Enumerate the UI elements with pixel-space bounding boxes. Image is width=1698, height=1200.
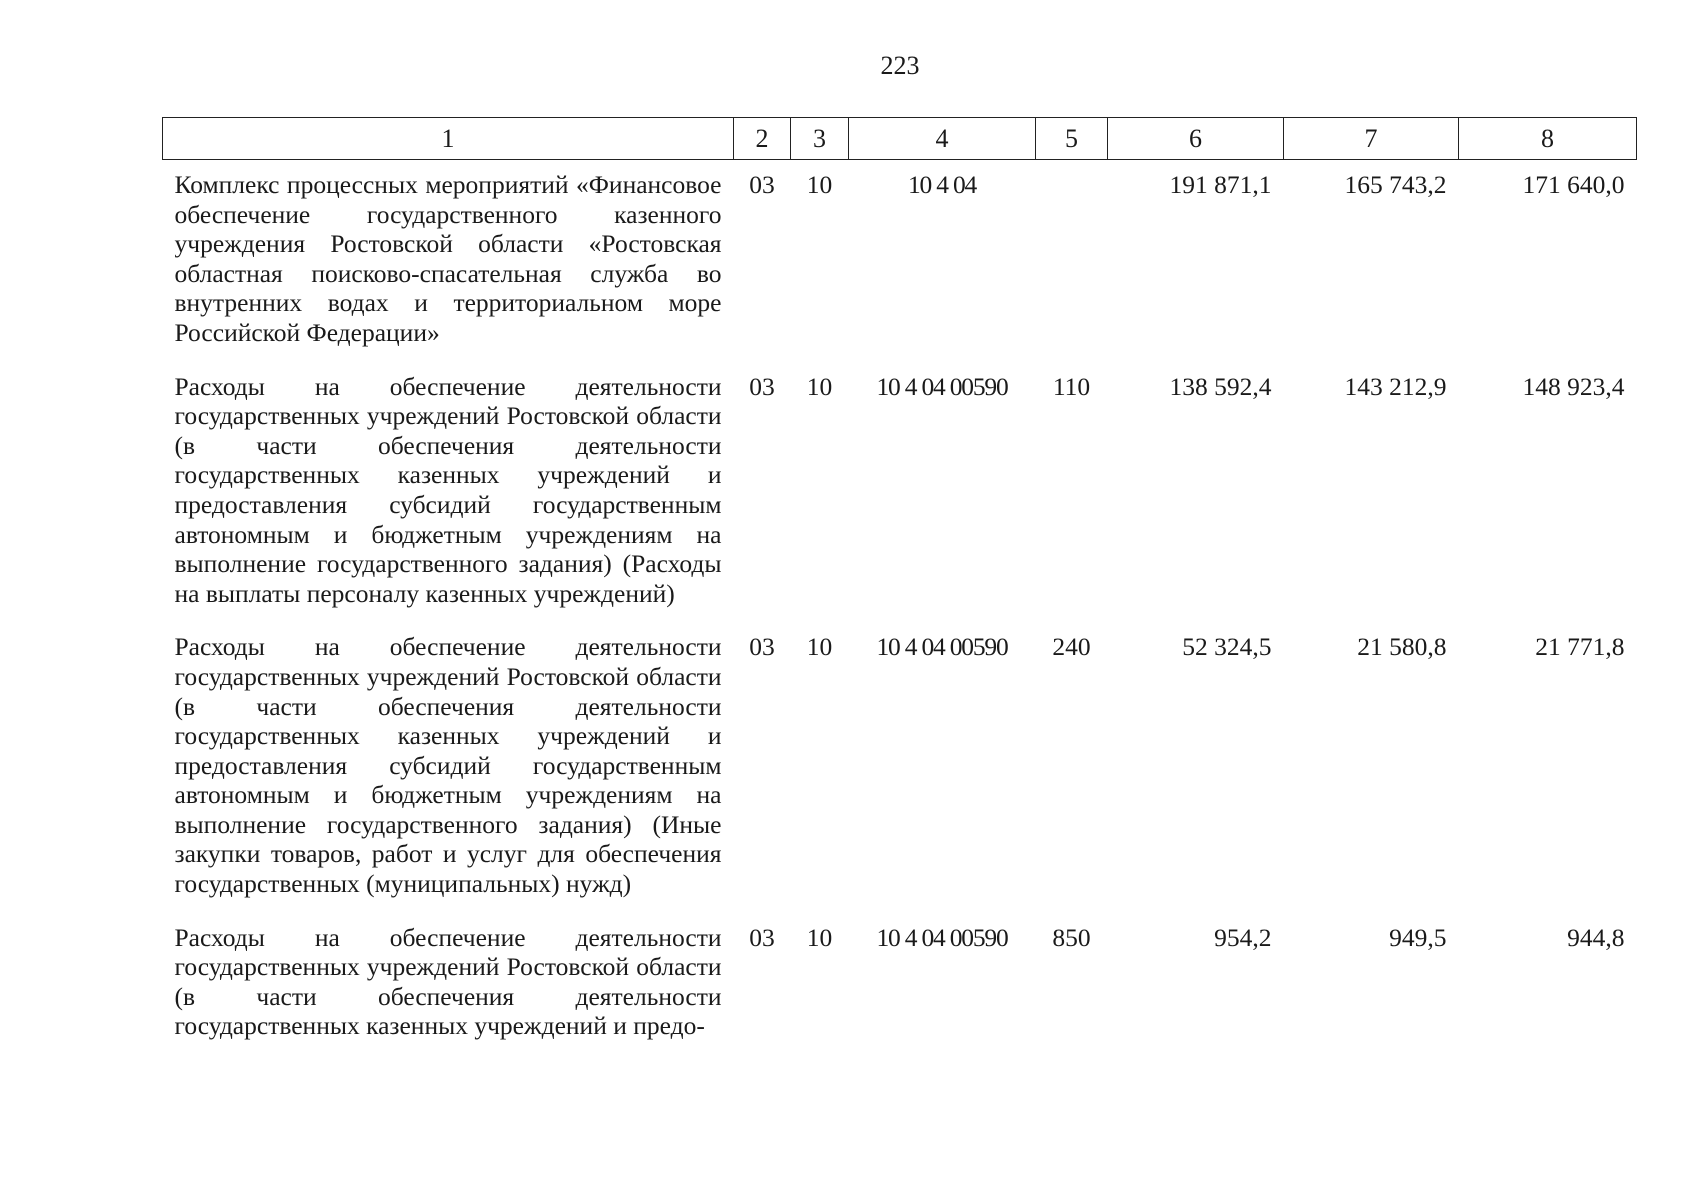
column-header-8: 8 xyxy=(1459,118,1637,160)
row-value-7-cell: 165 743,2 xyxy=(1344,170,1447,199)
row-section-cell: 03 xyxy=(749,632,775,662)
row-expense-type-cell xyxy=(1036,160,1108,362)
row-subsection-cell: 10 xyxy=(806,371,833,401)
column-header-4: 4 xyxy=(849,118,1036,160)
row-target-code-cell: 10 4 04 00590 xyxy=(876,632,1008,662)
page-number: 223 xyxy=(880,51,920,80)
row-subsection-cell: 10 xyxy=(806,632,833,662)
row-subsection-cell: 10 xyxy=(806,170,833,199)
row-subsection-cell: 10 xyxy=(806,922,833,952)
row-value-8-cell: 171 640,0 xyxy=(1522,170,1625,199)
column-header-3: 3 xyxy=(791,118,849,160)
row-value-7-cell: 949,5 xyxy=(1389,922,1447,952)
row-expense-type-cell: 110 xyxy=(1052,371,1091,401)
row-name-cell: Комплекс процессных мероприятий «Финансовое обеспечение государственного казенного учреждения Ростовской области «Ростовская областная поисково-спасательная служба во внутренних водах и территориальном море Российской Федерации» xyxy=(174,170,722,347)
table-row xyxy=(163,362,1637,623)
row-value-6-cell: 191 871,1 xyxy=(1169,170,1272,199)
row-name-cell: Расходы на обеспечение деятельности государственных учреждений Ростовской области (в части обеспечения деятельности государственных казенных учреждений и предоставления субсидий государственным автономным и бюджетным учреждениям на выполнение государственного задания) (Иные закупки товаров, работ и услуг для обеспечения государственных (муниципальных) нужд) xyxy=(174,632,722,899)
row-value-8-cell: 148 923,4 xyxy=(1522,371,1625,401)
row-target-code-cell: 10 4 04 xyxy=(907,170,977,199)
table-header-row xyxy=(163,118,1637,160)
table-row xyxy=(163,913,1637,1055)
row-value-7-cell: 21 580,8 xyxy=(1357,632,1447,662)
row-value-7-cell: 143 212,9 xyxy=(1344,371,1447,401)
table-row xyxy=(163,160,1637,362)
column-header-5: 5 xyxy=(1036,118,1108,160)
row-value-6-cell: 138 592,4 xyxy=(1169,371,1272,401)
row-section-cell: 03 xyxy=(749,170,775,199)
column-header-1: 1 xyxy=(163,118,734,160)
row-value-8-cell: 944,8 xyxy=(1567,922,1625,952)
row-section-cell: 03 xyxy=(749,371,775,401)
budget-table xyxy=(162,117,1637,1055)
column-header-7: 7 xyxy=(1284,118,1459,160)
row-name-cell: Расходы на обеспечение деятельности государственных учреждений Ростовской области (в части обеспечения деятельности государственных казенных учреждений и предо- xyxy=(174,922,722,1041)
row-value-8-cell: 21 771,8 xyxy=(1535,632,1625,662)
column-header-6: 6 xyxy=(1108,118,1284,160)
row-section-cell: 03 xyxy=(749,922,775,952)
row-expense-type-cell: 240 xyxy=(1052,632,1091,662)
row-value-6-cell: 52 324,5 xyxy=(1182,632,1272,662)
row-target-code-cell: 10 4 04 00590 xyxy=(876,371,1008,401)
row-expense-type-cell: 850 xyxy=(1052,922,1091,952)
column-header-2: 2 xyxy=(734,118,791,160)
row-name-cell: Расходы на обеспечение деятельности государственных учреждений Ростовской области (в части обеспечения деятельности государственных казенных учреждений и предоставления субсидий государственным автономным и бюджетным учреждениям на выполнение государственного задания) (Расходы на выплаты персоналу казенных учреждений) xyxy=(174,371,722,608)
row-value-6-cell: 954,2 xyxy=(1214,922,1272,952)
row-target-code-cell: 10 4 04 00590 xyxy=(876,922,1008,952)
table-row xyxy=(163,622,1637,912)
